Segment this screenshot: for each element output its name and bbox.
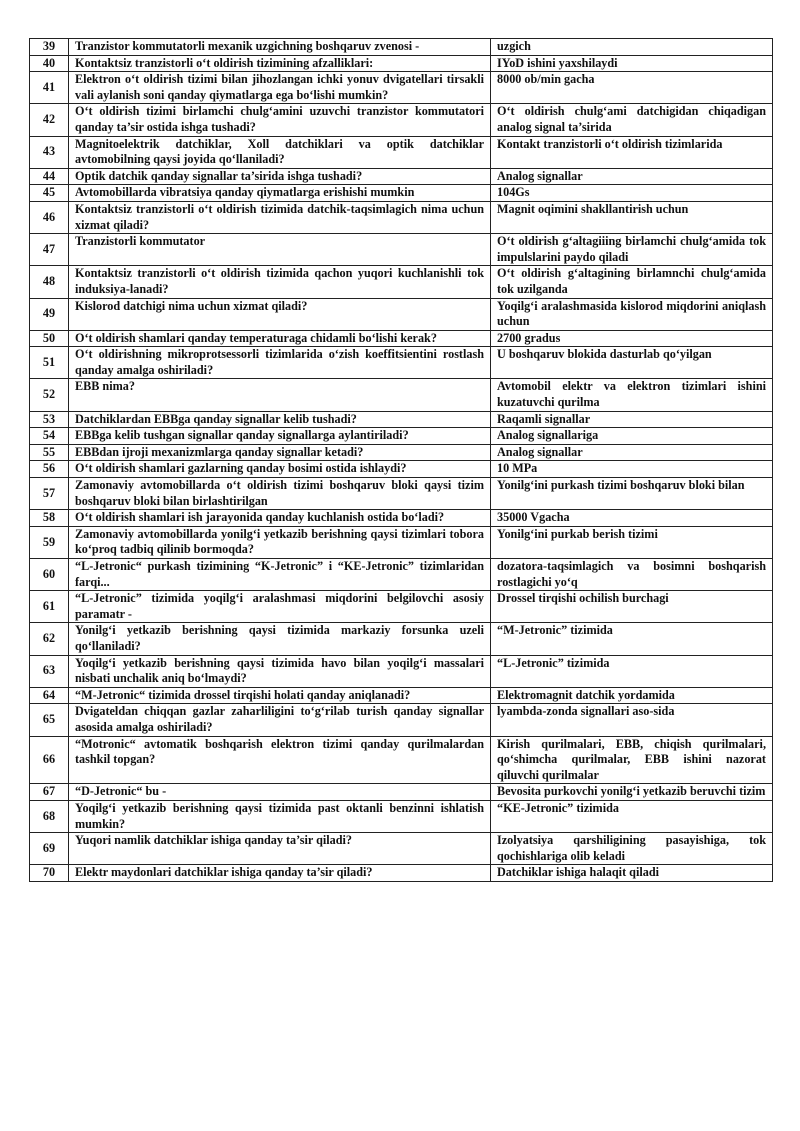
table-row: [30, 330, 773, 347]
answer-cell: Avtomobil elektr va elektron tizimlari ishini kuzatuvchi qurilma: [491, 379, 773, 411]
row-number: 58: [30, 510, 69, 527]
table-row: [30, 784, 773, 801]
table-row: [30, 298, 773, 330]
table-row: [30, 526, 773, 558]
table-row: [30, 591, 773, 623]
row-number: 46: [30, 201, 69, 233]
table-row: [30, 185, 773, 202]
answer-cell: 10 MPa: [491, 461, 773, 478]
answer-cell: Kontakt tranzistorli o‘t oldirish tizimlarida: [491, 136, 773, 168]
row-number: 55: [30, 444, 69, 461]
document-page: [29, 38, 772, 882]
question-cell: EBBdan ijroji mexanizmlarga qanday signallar ketadi?: [69, 444, 491, 461]
table-row: [30, 428, 773, 445]
row-number: 60: [30, 559, 69, 591]
row-number: 64: [30, 687, 69, 704]
question-cell: Kislorod datchigi nima uchun xizmat qiladi?: [69, 298, 491, 330]
row-number: 45: [30, 185, 69, 202]
row-number: 65: [30, 704, 69, 736]
question-cell: Dvigateldan chiqqan gazlar zaharliligini to‘g‘rilab turish qanday signallar asosida amalga oshiriladi?: [69, 704, 491, 736]
question-cell: Yoqilg‘i yetkazib berishning qaysi tizimida past oktanli benzinni ishlatish mumkin?: [69, 800, 491, 832]
answer-cell: Elektromagnit datchik yordamida: [491, 687, 773, 704]
row-number: 48: [30, 266, 69, 298]
question-cell: Magnitoelektrik datchiklar, Xoll datchiklari va optik datchiklar avtomobilning qaysi joyida qo‘llaniladi?: [69, 136, 491, 168]
question-cell: “L-Jetronic“ purkash tizimining “K-Jetronic” i “KE-Jetronic” tizimlaridan farqi...: [69, 559, 491, 591]
row-number: 41: [30, 72, 69, 104]
row-number: 61: [30, 591, 69, 623]
row-number: 40: [30, 55, 69, 72]
row-number: 57: [30, 478, 69, 510]
question-cell: Avtomobillarda vibratsiya qanday qiymatlarga erishishi mumkin: [69, 185, 491, 202]
answer-cell: Yonilg‘ini purkash tizimi boshqaruv bloki bilan: [491, 478, 773, 510]
question-cell: “M-Jetronic“ tizimida drossel tirqishi holati qanday aniqlanadi?: [69, 687, 491, 704]
question-cell: Zamonaviy avtomobillarda o‘t oldirish tizimi boshqaruv bloki qaysi tizim boshqaruv bloki bilan birlashtirilgan: [69, 478, 491, 510]
table-row: [30, 411, 773, 428]
table-row: [30, 655, 773, 687]
table-row: [30, 266, 773, 298]
table-row: [30, 478, 773, 510]
table-row: [30, 510, 773, 527]
question-cell: “L-Jetronic” tizimida yoqilg‘i aralashmasi miqdorini belgilovchi asosiy paramatr -: [69, 591, 491, 623]
answer-cell: IYoD ishini yaxshilaydi: [491, 55, 773, 72]
question-cell: Elektron o‘t oldirish tizimi bilan jihozlangan ichki yonuv dvigatellari tirsakli vali aylanish soni qanday qiymatlarga ega bo‘lishi mumkin?: [69, 72, 491, 104]
table-row: [30, 800, 773, 832]
question-cell: EBBga kelib tushgan signallar qanday signallarga aylantiriladi?: [69, 428, 491, 445]
table-row: [30, 559, 773, 591]
question-cell: Kontaktsiz tranzistorli o‘t oldirish tizimining afzalliklari:: [69, 55, 491, 72]
table-row: [30, 168, 773, 185]
row-number: 54: [30, 428, 69, 445]
table-row: [30, 201, 773, 233]
answer-cell: “KE-Jetronic” tizimida: [491, 800, 773, 832]
answer-cell: U boshqaruv blokida dasturlab qo‘yilgan: [491, 347, 773, 379]
answer-cell: Analog signallariga: [491, 428, 773, 445]
answer-cell: O‘t oldirish g‘altagiiing birlamchi chulg‘amida tok impulslarini paydo qiladi: [491, 234, 773, 266]
question-cell: Yoqilg‘i yetkazib berishning qaysi tizimida havo bilan yoqilg‘i massalari nisbati unchalik aniq bo‘lmaydi?: [69, 655, 491, 687]
row-number: 59: [30, 526, 69, 558]
qa-table: [29, 38, 773, 882]
row-number: 68: [30, 800, 69, 832]
row-number: 66: [30, 736, 69, 784]
answer-cell: Yoqilg‘i aralashmasida kislorod miqdorini aniqlash uchun: [491, 298, 773, 330]
question-cell: Yonilg‘i yetkazib berishning qaysi tizimida markaziy forsunka uzeli qo‘llaniladi?: [69, 623, 491, 655]
row-number: 62: [30, 623, 69, 655]
answer-cell: “M-Jetronic” tizimida: [491, 623, 773, 655]
table-row: [30, 55, 773, 72]
question-cell: “Motronic“ avtomatik boshqarish elektron tizimi qanday qurilmalardan tashkil topgan?: [69, 736, 491, 784]
table-row: [30, 865, 773, 882]
row-number: 50: [30, 330, 69, 347]
answer-cell: 104Gs: [491, 185, 773, 202]
row-number: 67: [30, 784, 69, 801]
answer-cell: Yonilg‘ini purkab berish tizimi: [491, 526, 773, 558]
row-number: 69: [30, 833, 69, 865]
answer-cell: Drossel tirqishi ochilish burchagi: [491, 591, 773, 623]
answer-cell: Raqamli signallar: [491, 411, 773, 428]
row-number: 47: [30, 234, 69, 266]
answer-cell: Analog signallar: [491, 444, 773, 461]
table-row: [30, 379, 773, 411]
table-row: [30, 234, 773, 266]
table-row: [30, 444, 773, 461]
question-cell: O‘t oldirish tizimi birlamchi chulg‘amini uzuvchi tranzistor kommutatori qanday ta’sir ostida ishga tushadi?: [69, 104, 491, 136]
table-row: [30, 687, 773, 704]
answer-cell: “L-Jetronic” tizimida: [491, 655, 773, 687]
answer-cell: Kirish qurilmalari, EBB, chiqish qurilmalari, qo‘shimcha qurilmalar, EBB ishini nazorat qiluvchi qurilmalar: [491, 736, 773, 784]
question-cell: EBB nima?: [69, 379, 491, 411]
question-cell: O‘t oldirish shamlari gazlarning qanday bosimi ostida ishlaydi?: [69, 461, 491, 478]
table-row: [30, 623, 773, 655]
row-number: 63: [30, 655, 69, 687]
question-cell: Kontaktsiz tranzistorli o‘t oldirish tizimida qachon yuqori kuchlanishli tok induksiya-lanadi?: [69, 266, 491, 298]
table-row: [30, 136, 773, 168]
answer-cell: Izolyatsiya qarshiligining pasayishiga, tok qochishlariga olib keladi: [491, 833, 773, 865]
answer-cell: lyambda-zonda signallari aso-sida: [491, 704, 773, 736]
answer-cell: O‘t oldirish chulg‘ami datchigidan chiqadigan analog signal ta’sirida: [491, 104, 773, 136]
answer-cell: Magnit oqimini shakllantirish uchun: [491, 201, 773, 233]
table-row: [30, 833, 773, 865]
row-number: 70: [30, 865, 69, 882]
answer-cell: 8000 ob/min gacha: [491, 72, 773, 104]
row-number: 39: [30, 39, 69, 56]
question-cell: Yuqori namlik datchiklar ishiga qanday ta’sir qiladi?: [69, 833, 491, 865]
answer-cell: 35000 Vgacha: [491, 510, 773, 527]
answer-cell: O‘t oldirish g‘altagining birlamnchi chulg‘amida tok uzilganda: [491, 266, 773, 298]
question-cell: Optik datchik qanday signallar ta’sirida ishga tushadi?: [69, 168, 491, 185]
row-number: 51: [30, 347, 69, 379]
answer-cell: Datchiklar ishiga halaqit qiladi: [491, 865, 773, 882]
row-number: 43: [30, 136, 69, 168]
question-cell: Tranzistorli kommutator: [69, 234, 491, 266]
question-cell: O‘t oldirish shamlari qanday temperaturaga chidamli bo‘lishi kerak?: [69, 330, 491, 347]
table-row: [30, 347, 773, 379]
row-number: 42: [30, 104, 69, 136]
table-row: [30, 72, 773, 104]
question-cell: O‘t oldirish shamlari ish jarayonida qanday kuchlanish ostida bo‘ladi?: [69, 510, 491, 527]
row-number: 44: [30, 168, 69, 185]
question-cell: Kontaktsiz tranzistorli o‘t oldirish tizimida datchik-taqsimlagich nima uchun xizmat qiladi?: [69, 201, 491, 233]
qa-table-body: [30, 39, 773, 882]
question-cell: Tranzistor kommutatorli mexanik uzgichning boshqaruv zvenosi -: [69, 39, 491, 56]
table-row: [30, 704, 773, 736]
table-row: [30, 736, 773, 784]
answer-cell: 2700 gradus: [491, 330, 773, 347]
question-cell: “D-Jetronic“ bu -: [69, 784, 491, 801]
question-cell: O‘t oldirishning mikroprotsessorli tizimlarida o‘zish koeffitsientini rostlash qanday amalga oshiriladi?: [69, 347, 491, 379]
question-cell: Datchiklardan EBBga qanday signallar kelib tushadi?: [69, 411, 491, 428]
question-cell: Elektr maydonlari datchiklar ishiga qanday ta’sir qiladi?: [69, 865, 491, 882]
row-number: 53: [30, 411, 69, 428]
answer-cell: Analog signallar: [491, 168, 773, 185]
answer-cell: dozatora-taqsimlagich va bosimni boshqarish rostlagichi yo‘q: [491, 559, 773, 591]
row-number: 56: [30, 461, 69, 478]
row-number: 52: [30, 379, 69, 411]
table-row: [30, 104, 773, 136]
row-number: 49: [30, 298, 69, 330]
table-row: [30, 39, 773, 56]
answer-cell: Bevosita purkovchi yonilg‘i yetkazib beruvchi tizim: [491, 784, 773, 801]
question-cell: Zamonaviy avtomobillarda yonilg‘i yetkazib berishning qaysi tizimlari tobora ko‘proq tadbiq qilinib bormoqda?: [69, 526, 491, 558]
answer-cell: uzgich: [491, 39, 773, 56]
table-row: [30, 461, 773, 478]
